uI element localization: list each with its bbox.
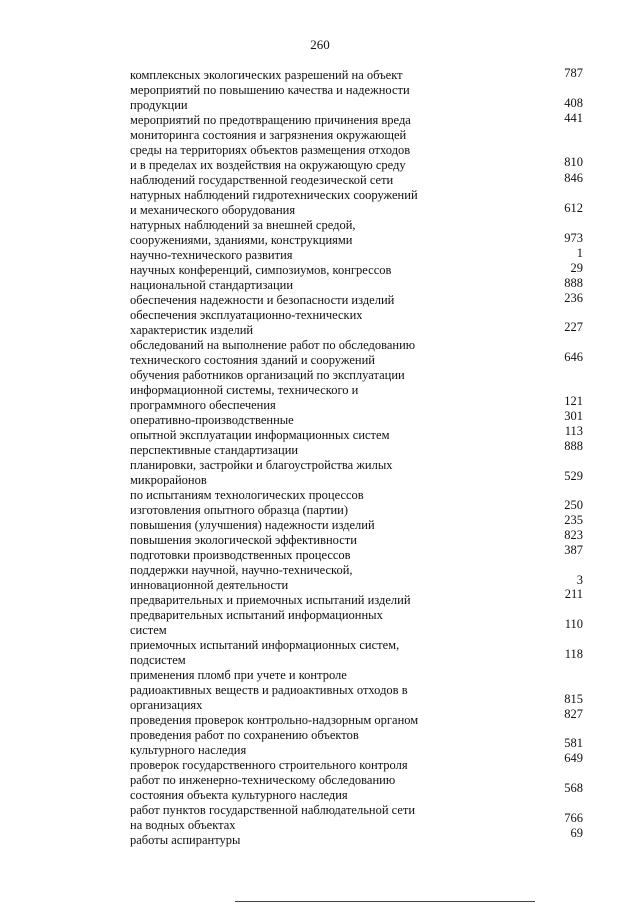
text-line: технического состояния зданий и сооружений [130,353,375,367]
text-line: систем [130,623,167,637]
index-number: 973 [564,231,583,245]
text-line: программного обеспечения [130,398,276,412]
index-number: 236 [564,291,583,305]
index-number: 568 [564,781,583,795]
text-line: проверок государственного строительного контроля [130,758,408,772]
text-line: натурных наблюдений гидротехнических сооружений [130,188,418,202]
index-number: 646 [564,350,583,364]
index-number: 387 [564,543,583,557]
text-line: предварительных испытаний информационных [130,608,383,622]
index-number: 110 [564,617,583,631]
text-line: инновационной деятельности [130,578,289,592]
text-line: проведения проверок контрольно-надзорным органом [130,713,419,727]
index-number: 827 [564,707,583,721]
text-line: радиоактивных веществ и радиоактивных отходов в [130,683,408,697]
index-number: 846 [564,171,583,185]
text-line: и механического оборудования [130,203,296,217]
text-line: по испытаниям технологических процессов [130,488,364,502]
text-line: состояния объекта культурного наследия [130,788,348,802]
index-number: 649 [564,751,583,765]
index-number: 823 [564,528,583,542]
text-line: наблюдений государственной геодезической сети [130,173,394,187]
index-number: 301 [564,409,583,423]
index-number: 441 [564,111,583,125]
text-line: повышения экологической эффективности [130,533,357,547]
text-line: на водных объектах [130,818,236,832]
text-line: применения пломб при учете и контроле [130,668,347,682]
index-number: 121 [564,394,583,408]
index-number: 211 [564,587,583,601]
index-number: 787 [564,66,583,80]
text-line: мониторинга состояния и загрязнения окружающей [130,128,407,142]
text-line: опытной эксплуатации информационных систем [130,428,390,442]
index-number: 408 [564,96,583,110]
text-line: национальной стандартизации [130,278,294,292]
index-number: 581 [564,736,583,750]
index-number: 250 [564,498,583,512]
text-line: оперативно-производственные [130,413,294,427]
text-line: микрорайонов [130,473,207,487]
text-line: научно-технического развития [130,248,293,262]
text-line: подготовки производственных процессов [130,548,351,562]
text-line: среды на территориях объектов размещения отходов [130,143,411,157]
text-line: работ по инженерно-техническому обследованию [130,773,396,787]
text-line: мероприятий по предотвращению причинения вреда [130,113,411,127]
text-line: сооружениями, зданиями, конструкциями [130,233,353,247]
index-number: 113 [564,424,583,438]
index-number: 810 [564,155,583,169]
text-line: приемочных испытаний информационных систем, [130,638,400,652]
index-number: 529 [564,469,583,483]
index-number: 815 [564,692,583,706]
text-line: обучения работников организаций по эксплуатации [130,368,405,382]
text-line: подсистем [130,653,186,667]
text-line: изготовления опытного образца (партии) [130,503,348,517]
index-number: 235 [564,513,583,527]
page-number: 260 [310,37,330,52]
index-number: 888 [564,276,583,290]
text-line: продукции [130,98,188,112]
text-line: организациях [130,698,203,712]
index-number: 3 [576,573,583,587]
index-number: 766 [564,811,583,825]
text-line: поддержки научной, научно-технической, [130,563,353,577]
index-number: 69 [570,826,583,840]
bottom-scan-line [235,901,535,902]
text-line: работы аспирантуры [130,833,241,847]
text-line: информационной системы, технического и [130,383,359,397]
text-line: научных конференций, симпозиумов, конгрессов [130,263,392,277]
text-line: комплексных экологических разрешений на объект [130,68,403,82]
text-line: обеспечения эксплуатационно-технических [130,308,363,322]
text-line: проведения работ по сохранению объектов [130,728,359,742]
text-line: натурных наблюдений за внешней средой, [130,218,356,232]
text-line: предварительных и приемочных испытаний изделий [130,593,411,607]
index-number: 29 [570,261,583,275]
text-line: культурного наследия [130,743,247,757]
text-line: и в пределах их воздействия на окружающую среду [130,158,406,172]
index-number: 612 [564,201,583,215]
text-line: перспективные стандартизации [130,443,299,457]
text-line: обследований на выполнение работ по обследованию [130,338,416,352]
text-line: работ пунктов государственной наблюдательной сети [130,803,416,817]
index-number: 1 [576,246,583,260]
index-number: 888 [564,439,583,453]
text-line: характеристик изделий [130,323,254,337]
index-number: 118 [564,647,583,661]
index-number: 227 [564,320,583,334]
text-line: планировки, застройки и благоустройства жилых [130,458,393,472]
text-line: повышения (улучшения) надежности изделий [130,518,375,532]
text-line: мероприятий по повышению качества и надежности [130,83,410,97]
text-line: обеспечения надежности и безопасности изделий [130,293,395,307]
